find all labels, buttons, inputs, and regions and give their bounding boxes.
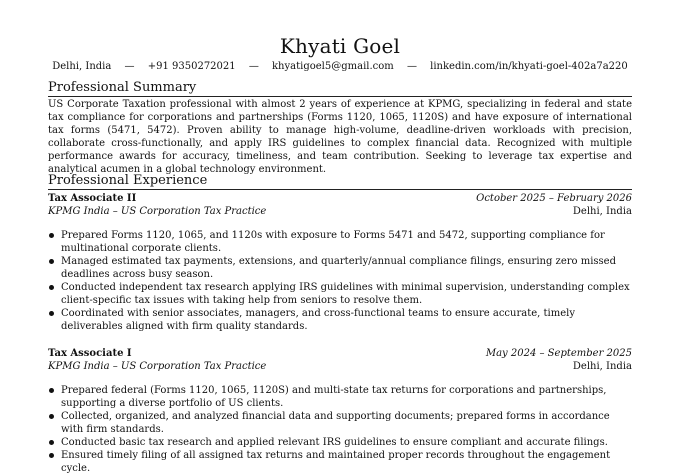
separator: — — [248, 61, 259, 72]
bullet-icon — [49, 259, 54, 264]
bullet-icon — [49, 285, 54, 290]
list-item — [48, 449, 632, 475]
bullet-text: Conducted basic tax research and applied relevant IRS guidelines to ensure compliant and accurate filings. — [61, 437, 608, 448]
job-entry-header — [48, 347, 632, 373]
bullet-icon — [49, 388, 54, 393]
job-bullets — [48, 229, 632, 333]
job-company: KPMG India – US Corporation Tax Practice — [48, 206, 267, 217]
bullet-text: Conducted independent tax research applying IRS guidelines with minimal supervision, understanding complex client-specific tax issues with taking help from seniors to resolve them. — [61, 282, 630, 306]
bullet-text: Collected, organized, and analyzed financial data and supporting documents; prepared forms in accordance with firm standards. — [61, 411, 610, 435]
bullet-icon — [49, 414, 54, 419]
bullet-text: Managed estimated tax payments, extensions, and quarterly/annual compliance filings, ensuring zero missed deadlines across busy season. — [61, 256, 616, 280]
separator: — — [406, 61, 417, 72]
list-item — [48, 229, 632, 255]
location-text: Delhi, India — [52, 61, 112, 72]
job-location: Delhi, India — [572, 206, 632, 217]
job-title: Tax Associate I — [48, 348, 132, 359]
separator: — — [124, 61, 135, 72]
job-entry-header — [48, 192, 632, 218]
bullet-text: Prepared Forms 1120, 1065, and 1120s with exposure to Forms 5471 and 5472, supporting compliance for multinational corporate clients. — [61, 230, 605, 254]
bullet-icon — [49, 233, 54, 238]
list-item — [48, 436, 632, 449]
bullet-icon — [49, 453, 54, 458]
job-dates: May 2024 – September 2025 — [485, 348, 632, 359]
candidate-name: Khyati Goel — [279, 34, 401, 58]
bullet-text: Ensured timely filing of all assigned tax returns and maintained proper records throughout the engagement cycle. — [61, 450, 611, 474]
experience-heading: Professional Experience — [48, 173, 632, 190]
list-item — [48, 410, 632, 436]
job-dates: October 2025 – February 2026 — [476, 193, 632, 204]
bullet-text: Prepared federal (Forms 1120, 1065, 1120S) and multi-state tax returns for corporations and partnerships, supporting a diverse portfolio of US clients. — [61, 385, 607, 409]
list-item — [48, 255, 632, 281]
phone-text: +91 9350272021 — [147, 61, 236, 72]
list-item — [48, 384, 632, 410]
bullet-icon — [49, 440, 54, 445]
contact-line — [48, 61, 632, 72]
job-location: Delhi, India — [572, 361, 632, 372]
list-item — [48, 281, 632, 307]
summary-text: US Corporate Taxation professional with almost 2 years of experience at KPMG, specializing in federal and state tax compliance for corporations and partnerships (Forms 1120, 1065, 1120S) and have exposure of international tax forms (5471, 5472). Proven ability to manage high-volume, deadline-driven workloads with precision, collaborate cross-functionally, and apply IRS guidelines to complex financial data. Recognized with multiple performance awards for accuracy, timeliness, and team contribution. Seeking to leverage tax expertise and analytical acumen in a global technology environment. — [48, 99, 632, 175]
linkedin-link[interactable]: linkedin.com/in/khyati-goel-402a7a220 — [430, 61, 628, 72]
email-link[interactable]: khyatigoel5@gmail.com — [272, 61, 394, 72]
list-item — [48, 307, 632, 333]
job-title: Tax Associate II — [48, 193, 137, 204]
summary-heading: Professional Summary — [48, 80, 632, 97]
job-company: KPMG India – US Corporation Tax Practice — [48, 361, 267, 372]
bullet-text: Coordinated with senior associates, managers, and cross-functional teams to ensure accurate, timely deliverables aligned with firm quality standards. — [61, 308, 575, 332]
bullet-icon — [49, 311, 54, 316]
job-bullets — [48, 384, 632, 475]
